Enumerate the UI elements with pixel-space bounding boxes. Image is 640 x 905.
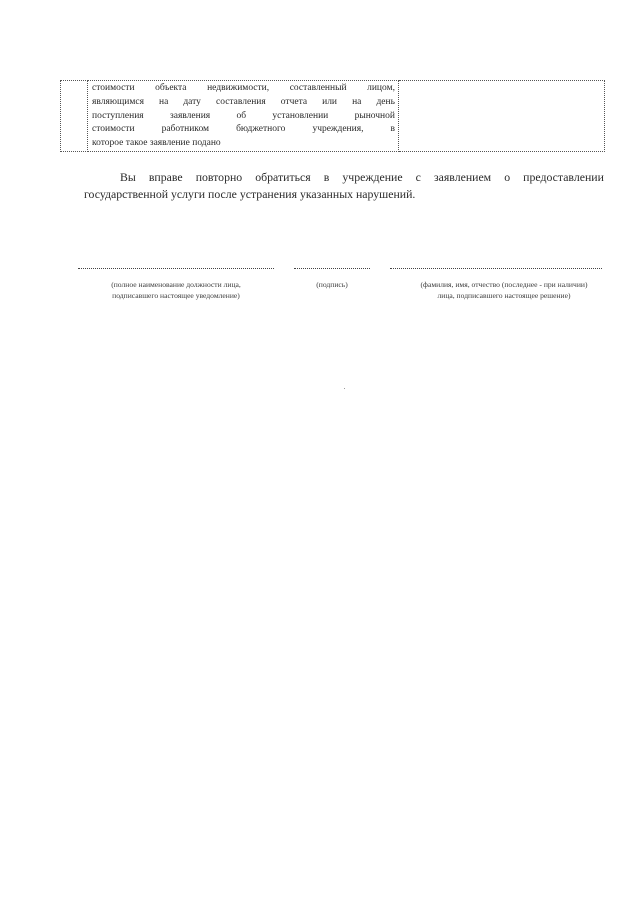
scan-speck	[344, 388, 345, 389]
table-cell-reason	[88, 81, 399, 152]
position-caption: (полное наименование должности лица, подписавшего настоящее уведомление)	[111, 280, 241, 300]
position-signature-line	[78, 268, 274, 269]
reason-line: стоимости объекта недвижимости, составленный лицом,	[92, 83, 395, 93]
rejection-reasons-table	[60, 80, 605, 152]
table-row	[61, 81, 605, 152]
name-signature-line	[390, 268, 602, 269]
reapply-notice	[84, 169, 604, 203]
reason-line: являющимся на дату составления отчета или на день	[92, 96, 395, 107]
notice-line: государственной услуги после устранения указанных нарушений.	[84, 187, 416, 201]
table-cell-number	[61, 81, 88, 152]
reason-line: стоимости работником бюджетного учреждения, в	[92, 124, 395, 135]
reason-text	[88, 81, 398, 151]
notice-line: Вы вправе повторно обратиться в учреждение с заявлением о предоставлении	[120, 170, 604, 184]
signature-caption: (подпись)	[316, 280, 348, 289]
reason-line: поступления заявления об установлении рыночной	[92, 110, 395, 121]
reason-line: которое такое заявление подано	[92, 138, 221, 149]
name-caption: (фамилия, имя, отчество (последнее - при наличии) лица, подписавшего настоящее решение)	[420, 280, 588, 300]
signature-line	[294, 268, 370, 269]
table-cell-explanation	[399, 81, 605, 152]
